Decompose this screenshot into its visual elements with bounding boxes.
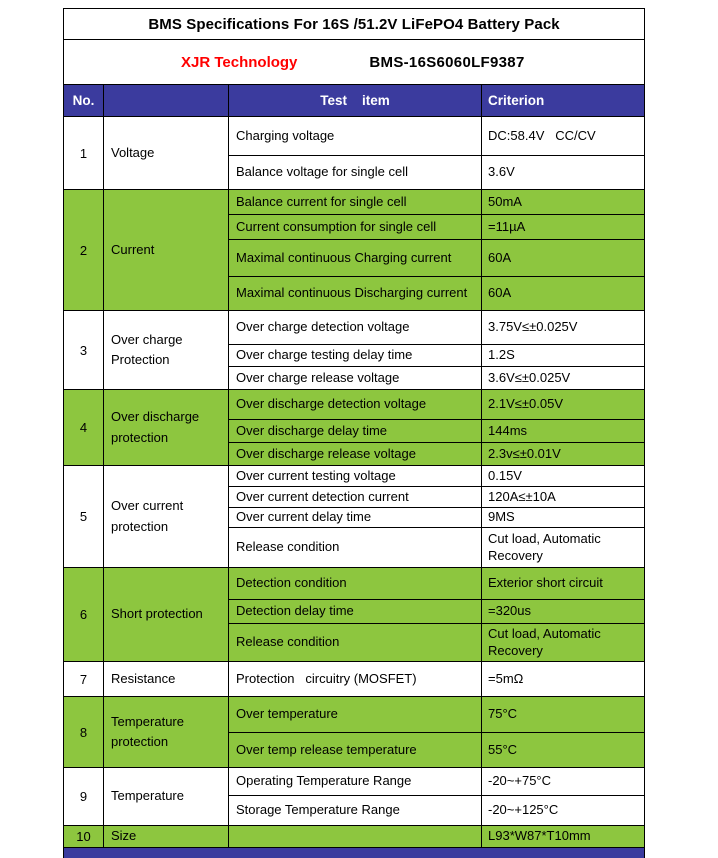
row-number-cell: 8 <box>64 697 104 768</box>
spec-row <box>64 826 645 848</box>
test-item-cell: Over discharge detection voltage <box>229 390 482 420</box>
criterion-cell: Cut load, Automatic Recovery <box>482 528 645 568</box>
column-header-row <box>64 85 645 117</box>
row-number-cell: 5 <box>64 466 104 568</box>
criterion-cell: 2.1V≤±0.05V <box>482 390 645 420</box>
col-header-criterion: Criterion <box>482 85 645 117</box>
test-item-cell: Over temperature <box>229 697 482 733</box>
criterion-cell: Exterior short circuit <box>482 568 645 600</box>
bms-spec-sheet <box>63 8 644 858</box>
spec-row <box>64 466 645 487</box>
criterion-cell: 3.6V≤±0.025V <box>482 367 645 390</box>
test-item-cell: Over discharge release voltage <box>229 443 482 466</box>
row-number-cell: 10 <box>64 826 104 848</box>
title-row <box>64 9 645 40</box>
test-item-cell <box>229 826 482 848</box>
row-number-cell: 3 <box>64 311 104 390</box>
criterion-cell: 3.75V≤±0.025V <box>482 311 645 345</box>
spec-row <box>64 311 645 345</box>
bottom-bar <box>64 848 645 858</box>
spec-row <box>64 190 645 215</box>
criterion-cell: DC:58.4V CC/CV <box>482 117 645 156</box>
test-item-cell: Over discharge delay time <box>229 420 482 443</box>
spec-row <box>64 697 645 733</box>
test-item-cell: Charging voltage <box>229 117 482 156</box>
col-header-no: No. <box>64 85 104 117</box>
criterion-cell: 55°C <box>482 733 645 768</box>
test-item-cell: Over current testing voltage <box>229 466 482 487</box>
test-item-cell: Over charge release voltage <box>229 367 482 390</box>
test-item-cell: Balance voltage for single cell <box>229 156 482 190</box>
category-cell: Temperature <box>104 768 229 826</box>
spec-row <box>64 568 645 600</box>
test-item-cell: Release condition <box>229 528 482 568</box>
test-item-cell: Protection circuitry (MOSFET) <box>229 662 482 697</box>
category-cell: Over current protection <box>104 466 229 568</box>
criterion-cell: L93*W87*T10mm <box>482 826 645 848</box>
page-title: BMS Specifications For 16S /51.2V LiFePO4 Battery Pack <box>64 9 645 40</box>
bottom-bar-row <box>64 848 645 858</box>
category-cell: Short protection <box>104 568 229 662</box>
criterion-cell: 75°C <box>482 697 645 733</box>
test-item-cell: Release condition <box>229 624 482 662</box>
col-header-test-item: Test item <box>229 85 482 117</box>
category-cell: Temperature protection <box>104 697 229 768</box>
criterion-cell: 60A <box>482 240 645 277</box>
criterion-cell: 2.3v≤±0.01V <box>482 443 645 466</box>
test-item-cell: Current consumption for single cell <box>229 215 482 240</box>
row-number-cell: 2 <box>64 190 104 311</box>
brand-name: XJR Technology <box>181 53 298 71</box>
test-item-cell: Over charge testing delay time <box>229 345 482 367</box>
spec-row <box>64 662 645 697</box>
subtitle-cell <box>64 40 645 85</box>
spec-table-body <box>64 117 645 848</box>
criterion-cell: -20~+75°C <box>482 768 645 796</box>
test-item-cell: Maximal continuous Discharging current <box>229 277 482 311</box>
test-item-cell: Over charge detection voltage <box>229 311 482 345</box>
criterion-cell: =5mΩ <box>482 662 645 697</box>
criterion-cell: 3.6V <box>482 156 645 190</box>
row-number-cell: 4 <box>64 390 104 466</box>
test-item-cell: Balance current for single cell <box>229 190 482 215</box>
criterion-cell: 120A≤±10A <box>482 487 645 508</box>
category-cell: Over discharge protection <box>104 390 229 466</box>
test-item-cell: Detection delay time <box>229 600 482 624</box>
test-item-cell: Over current delay time <box>229 508 482 528</box>
row-number-cell: 7 <box>64 662 104 697</box>
row-number-cell: 6 <box>64 568 104 662</box>
criterion-cell: Cut load, Automatic Recovery <box>482 624 645 662</box>
test-item-cell: Operating Temperature Range <box>229 768 482 796</box>
category-cell: Over charge Protection <box>104 311 229 390</box>
criterion-cell: =320us <box>482 600 645 624</box>
category-cell: Voltage <box>104 117 229 190</box>
spec-table <box>63 8 645 858</box>
row-number-cell: 1 <box>64 117 104 190</box>
criterion-cell: =11µA <box>482 215 645 240</box>
spec-row <box>64 768 645 796</box>
test-item-cell: Maximal continuous Charging current <box>229 240 482 277</box>
criterion-cell: 9MS <box>482 508 645 528</box>
col-header-category-spacer <box>104 85 229 117</box>
test-item-cell: Storage Temperature Range <box>229 796 482 826</box>
criterion-cell: 50mA <box>482 190 645 215</box>
criterion-cell: -20~+125°C <box>482 796 645 826</box>
criterion-cell: 1.2S <box>482 345 645 367</box>
test-item-cell: Detection condition <box>229 568 482 600</box>
row-number-cell: 9 <box>64 768 104 826</box>
category-cell: Size <box>104 826 229 848</box>
subtitle-row <box>64 40 645 85</box>
category-cell: Current <box>104 190 229 311</box>
criterion-cell: 60A <box>482 277 645 311</box>
category-cell: Resistance <box>104 662 229 697</box>
test-item-cell: Over temp release temperature <box>229 733 482 768</box>
model-number: BMS-16S6060LF9387 <box>369 53 525 71</box>
spec-row <box>64 117 645 156</box>
test-item-cell: Over current detection current <box>229 487 482 508</box>
criterion-cell: 144ms <box>482 420 645 443</box>
spec-row <box>64 390 645 420</box>
criterion-cell: 0.15V <box>482 466 645 487</box>
subtitle-inner <box>64 54 644 71</box>
